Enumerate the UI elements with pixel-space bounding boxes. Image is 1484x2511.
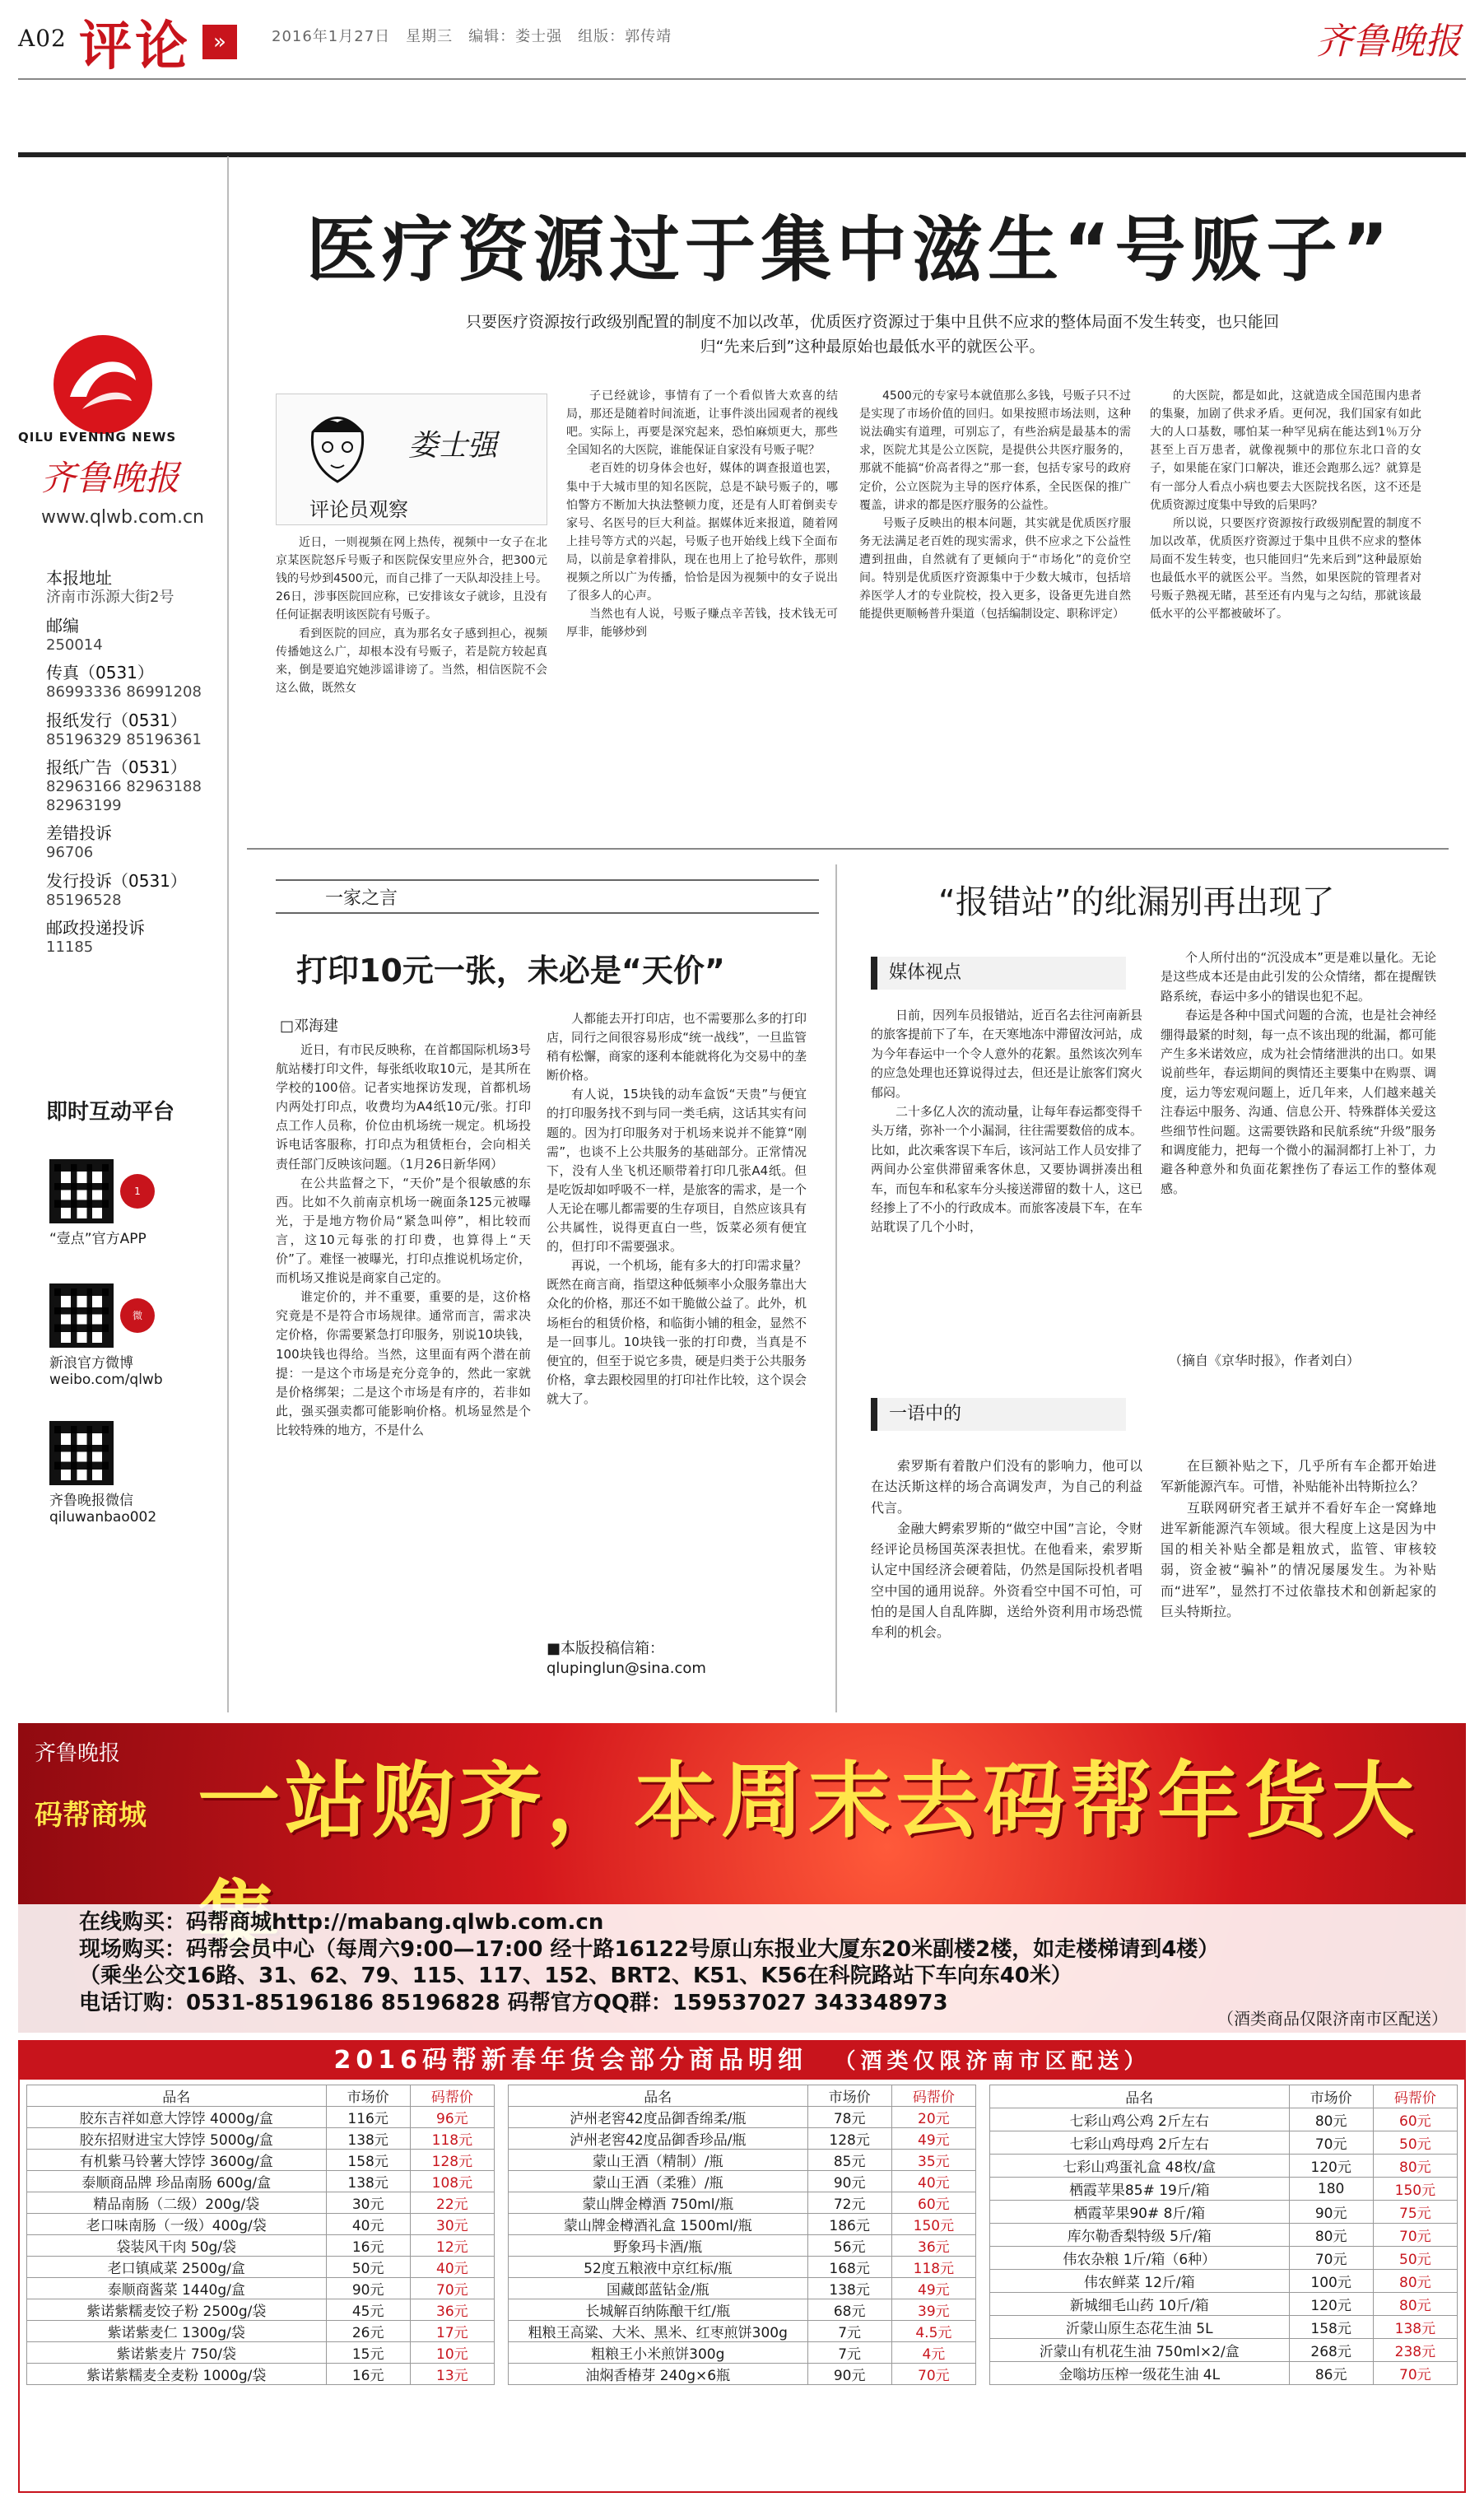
product-name: 国藏郎蓝钻金/瓶 <box>509 2278 808 2299</box>
market-price: 7元 <box>807 2321 891 2342</box>
mabang-price: 108元 <box>410 2171 494 2192</box>
mabang-price: 4.5元 <box>891 2321 975 2342</box>
mid-rule <box>247 848 1449 850</box>
lead-text: 的大医院，都是如此，这就造成全国范围内患者的集聚，加剧了供求矛盾。更何况，我们国家有如此大的人口基数，哪怕某一种罕见病在能达到1％万分甚至上百万患者，就像视频中的那位东北口音的女子，如果能在家门口解决，谁还会跑那么远？就算是有一部分人看点小病也要去大医院找名医，这不还是优质资源过度集中导致的后果吗？ <box>1150 389 1421 512</box>
mabang-price: 49元 <box>891 2128 975 2150</box>
lead-summary: 只要医疗资源按行政级别配置的制度不加以改革，优质医疗资源过于集中且供不应求的整体局面不发生转变，也只能回归“先来后到”这种最原始也最低水平的就医公平。 <box>465 313 1279 356</box>
table-row <box>509 2192 976 2214</box>
mabang-price: 80元 <box>1373 2270 1457 2293</box>
section-title: 评论 <box>79 16 191 77</box>
market-price: 68元 <box>807 2299 891 2321</box>
product-name: 老口镇咸菜 2500g/盒 <box>27 2257 327 2278</box>
brand-en: QILU EVENING NEWS <box>18 430 177 445</box>
table-title-note: （酒类仅限济南市区配送） <box>834 2049 1151 2074</box>
market-price: 56元 <box>807 2235 891 2257</box>
right-col-2 <box>1161 948 1436 1349</box>
market-price: 7元 <box>807 2342 891 2364</box>
product-name: 老口味南肠（一级）400g/袋 <box>27 2214 327 2235</box>
app-badge-icon: 1 <box>120 1174 155 1209</box>
product-name: 伟农鲜菜 12斤/箱 <box>990 2270 1290 2293</box>
price-header-cell: 品名 <box>509 2085 808 2107</box>
market-price: 138元 <box>326 2128 410 2150</box>
table-row <box>990 2316 1458 2339</box>
masthead-rule <box>18 78 1466 80</box>
product-name: 七彩山鸡母鸡 2斤左右 <box>990 2131 1290 2155</box>
ad-line: 现场购买：码帮会员中心（每周六9:00—17:00 经十路16122号原山东报业大厦东20米副楼2楼，如走楼梯请到4楼） <box>79 1936 1220 1962</box>
mabang-price: 13元 <box>410 2364 494 2385</box>
product-name: 精品南肠（二级）200g/袋 <box>27 2192 327 2214</box>
right-text: 春运是各种中国式问题的合流，也是社会神经绷得最紧的时刻，每一点不该出现的纰漏，都可能产生多米诺效应，成为社会情绪泄洪的出口。如果说前些年，春运期间的舆情还主要集中在购票、调度，运力等宏观问题上，近几年来，人们越来越关注春运中服务、沟通、信息公开、特殊群体关爱这些细节性问题。这需要铁路和民航系统“升级”服务和调度能力，把每一个微小的漏洞都打上补丁，力避各种意外和负面花絮挫伤了春运工作的整体观感。 <box>1161 1008 1436 1196</box>
price-header-cell: 码帮价 <box>410 2085 494 2107</box>
product-name: 蒙山牌金樽酒 750ml/瓶 <box>509 2192 808 2214</box>
market-price: 138元 <box>807 2278 891 2299</box>
contact-value: 85196528 <box>46 891 122 909</box>
left-text: 谁定价的，并不重要，重要的是，这价格究竟是不是符合市场规律。通常而言，需求决定价格，你需要紧急打印服务，别说10块钱，100块钱也得给。当然，这里面有两个潜在前提：一是这个市场是充分竞争的，然此一家就是价格绑架；二是这个市场是有序的，若非如此，强买强卖都可能影响价格。机场显然是个比较特殊的地方，不是什么 <box>276 1289 531 1437</box>
contact-label: 发行投诉（0531） <box>46 870 187 891</box>
contact-label: 报纸发行（0531） <box>46 710 187 730</box>
product-name: 新城细毛山药 10斤/箱 <box>990 2293 1290 2316</box>
price-subtable <box>26 2085 495 2385</box>
mabang-price: 20元 <box>891 2107 975 2128</box>
brand-swirl-icon <box>49 331 156 438</box>
qr-block <box>49 1153 206 1526</box>
product-name: 泰顺商酱菜 1440g/盒 <box>27 2278 327 2299</box>
product-name: 库尔勒香梨特级 5斤/箱 <box>990 2224 1290 2247</box>
contact-value: 86993336 86991208 <box>46 683 202 701</box>
price-table-columns <box>20 2080 1464 2385</box>
mabang-price: 80元 <box>1373 2293 1457 2316</box>
market-price: 16元 <box>326 2364 410 2385</box>
left-col-1 <box>276 1041 531 1675</box>
contact-label: 邮政投递投诉 <box>46 918 145 938</box>
table-row <box>27 2278 495 2299</box>
lead-headline: 医疗资源过于集中滋生“号贩子” <box>306 209 1394 291</box>
product-name: 七彩山鸡公鸡 2斤左右 <box>990 2108 1290 2131</box>
product-name: 胶东招财进宝大饽饽 5000g/盒 <box>27 2128 327 2150</box>
contact-value: 85196329 85196361 <box>46 730 202 748</box>
table-row <box>27 2214 495 2235</box>
mabang-price: 70元 <box>1373 2224 1457 2247</box>
table-row <box>509 2235 976 2257</box>
market-price: 40元 <box>326 2214 410 2235</box>
market-price: 15元 <box>326 2342 410 2364</box>
product-name: 泰顺商品牌 珍品南肠 600g/盒 <box>27 2171 327 2192</box>
market-price: 50元 <box>326 2257 410 2278</box>
qr-caption: “壹点”官方APP <box>49 1231 147 1247</box>
market-price: 70元 <box>1289 2247 1373 2270</box>
masthead-logo: 齐鲁晚报 <box>1316 21 1461 63</box>
table-row <box>990 2131 1458 2155</box>
qr-code-icon[interactable] <box>49 1283 114 1348</box>
table-title: 2016码帮新春年货会部分商品明细 <box>333 2046 808 2075</box>
table-row <box>27 2342 495 2364</box>
market-price: 100元 <box>1289 2270 1373 2293</box>
site-url[interactable]: www.qlwb.com.cn <box>41 507 204 528</box>
brief-tag: 一语中的 <box>871 1398 1126 1431</box>
product-name: 伟农杂粮 1斤/箱（6种） <box>990 2247 1290 2270</box>
opinion-tag: 一家之言 <box>325 887 398 909</box>
product-name: 紫诺紫糯麦饺子粉 2500g/袋 <box>27 2299 327 2321</box>
market-price: 180 <box>1289 2178 1373 2201</box>
brand-logo <box>49 331 156 438</box>
product-name: 胶东吉祥如意大饽饽 4000g/盒 <box>27 2107 327 2128</box>
market-price: 16元 <box>326 2235 410 2257</box>
table-row <box>27 2150 495 2171</box>
mabang-price: 49元 <box>891 2278 975 2299</box>
ad-note: （酒类商品仅限济南市区配送） <box>1217 2009 1448 2029</box>
media-tag: 媒体视点 <box>871 957 1126 990</box>
ad-info <box>18 1904 1466 2033</box>
product-name: 野象玛卡酒/瓶 <box>509 2235 808 2257</box>
section-arrow-icon: » <box>202 25 237 59</box>
brief-col-1 <box>871 1456 1142 1703</box>
section-header <box>79 7 252 77</box>
contact-value: 11185 <box>46 939 94 956</box>
market-price: 85元 <box>807 2150 891 2171</box>
table-row <box>27 2171 495 2192</box>
ad-logo: 齐鲁晚报 <box>35 1741 121 1766</box>
table-row <box>990 2108 1458 2131</box>
market-price: 158元 <box>1289 2316 1373 2339</box>
product-name: 沂蒙山有机花生油 750ml×2/盒 <box>990 2339 1290 2362</box>
mabang-price: 96元 <box>410 2107 494 2128</box>
contact-label: 邮编 <box>46 615 79 636</box>
left-col-2 <box>547 1009 807 1633</box>
product-name: 泸州老窖42度品御香绵柔/瓶 <box>509 2107 808 2128</box>
product-name: 袋装风干肉 50g/袋 <box>27 2235 327 2257</box>
table-row <box>990 2247 1458 2270</box>
table-row <box>509 2257 976 2278</box>
product-name: 粗粮王高粱、大米、黑米、红枣煎饼300g <box>509 2321 808 2342</box>
table-row <box>27 2257 495 2278</box>
price-header-cell: 码帮价 <box>1373 2085 1457 2108</box>
product-name: 紫诺紫麦仁 1300g/袋 <box>27 2321 327 2342</box>
market-price: 72元 <box>807 2192 891 2214</box>
mabang-price: 36元 <box>410 2299 494 2321</box>
ad-line: 电话订购：0531-85196186 85196828 码帮官方QQ群：159537027 343348973 <box>79 1990 948 2015</box>
mabang-price: 75元 <box>1373 2201 1457 2224</box>
market-price: 116元 <box>326 2107 410 2128</box>
lead-text: 号贩子反映出的根本问题，其实就是优质医疗服务无法满足老百姓的现实需求，供不应求之下公益性遭到扭曲，自然就有了更倾向于“市场化”的竞价空间。特别是优质医疗资源集中于少数大城市，包括培养医学人才的专业院校，投入更多，设备更先进自然能提供更顺畅普升渠道（包括编制设定、职称评定） <box>859 516 1131 622</box>
product-name: 52度五粮液中京红标/瓶 <box>509 2257 808 2278</box>
contact-value: 82963166 82963188 82963199 <box>46 778 202 814</box>
table-row <box>509 2150 976 2171</box>
left-text: 近日，有市民反映称，在首都国际机场3号航站楼打印文件，每张纸收取10元，是其所在学校的100倍。记者实地探访发现，首都机场内两处打印点，收费均为A4纸10元/张。打印点工作人员称，价位由机场统一规定。机场投诉电话客服称，打印点为租赁柜台，会向相关责任部门反映该问题。（1月26日新华网） <box>276 1042 531 1172</box>
price-header-cell: 市场价 <box>1289 2085 1373 2108</box>
qr-caption: 新浪官方微博 weibo.com/qlwb <box>49 1355 163 1388</box>
contrib-label: ■本版投稿信箱： <box>547 1640 665 1657</box>
table-row <box>509 2171 976 2192</box>
market-price: 158元 <box>326 2150 410 2171</box>
product-name: 紫诺紫糯麦全麦粉 1000g/袋 <box>27 2364 327 2385</box>
brief-text: 金融大鳄索罗斯的“做空中国”言论，令财经评论员杨国英深表担忧。在他看来，索罗斯认定中国经济会硬着陆，仍然是国际投机者唱空中国的通用说辞。外资看空中国不可怕，可怕的是国人自乱阵脚，送给外资利用市场恐慌牟利的机会。 <box>871 1520 1142 1641</box>
mabang-price: 17元 <box>410 2321 494 2342</box>
market-price: 30元 <box>326 2192 410 2214</box>
product-name: 栖霞苹果90# 8斤/箱 <box>990 2201 1290 2224</box>
contrib-email[interactable]: qlupinglun@sina.com <box>547 1660 706 1677</box>
price-header-cell: 市场价 <box>807 2085 891 2107</box>
column-label: 评论员观察 <box>309 498 408 521</box>
market-price: 26元 <box>326 2321 410 2342</box>
masthead-line: 2016年1月27日 星期三 编辑：娄士强 组版：郭传靖 <box>272 28 672 45</box>
mabang-price: 39元 <box>891 2299 975 2321</box>
contact-label: 传真（0531） <box>46 663 154 682</box>
table-row <box>509 2321 976 2342</box>
table-row <box>509 2214 976 2235</box>
right-text: 二十多亿人次的流动量，让每年春运都变得千头万绪，弥补一个小漏洞，往往需要数倍的成本。比如，此次乘客误下车后，该河站工作人员安排了两间办公室供滞留乘客休息，又要协调拼凑出租车，而包车和私家车分头接送滞留的数十人，这已经掺上了不小的行政成本。而旅客凌晨下车，在车站耽误了几个小时， <box>871 1103 1142 1235</box>
mabang-price: 22元 <box>410 2192 494 2214</box>
market-price: 70元 <box>1289 2131 1373 2155</box>
lead-text: 4500元的专家号本就值那么多钱，号贩子只不过是实现了市场价值的回归。如果按照市场法则，这种说法确实有道理，可别忘了，有些治病是最基本的需求，医院尤其是公立医院，是提供公共医疗服务的，那就不能搞“价高者得之”那一套，包括专家号的政府定价，公立医院为主导的医疗体系，全民医保的推广覆盖，讲求的都是医疗服务的公益性。 <box>859 389 1131 512</box>
table-row <box>509 2364 976 2385</box>
page-number: A02 <box>18 25 67 52</box>
price-table <box>18 2040 1466 2493</box>
left-text: 在公共监督之下，“天价”是个很敏感的东西。比如不久前南京机场一碗面条125元被曝光，于是地方物价局“紧急叫停”，相比较而言，这10元每张的打印费，也算得上“天价”了。难怪一被曝光，打印点推说机场定价，而机场又推说是商家自己定的。 <box>276 1175 531 1286</box>
price-header-cell: 市场价 <box>326 2085 410 2107</box>
product-name: 蒙山王酒（精制）/瓶 <box>509 2150 808 2171</box>
market-price: 186元 <box>807 2214 891 2235</box>
mabang-price: 30元 <box>410 2214 494 2235</box>
market-price: 45元 <box>326 2299 410 2321</box>
table-row <box>27 2299 495 2321</box>
mabang-price: 80元 <box>1373 2155 1457 2178</box>
mabang-price: 60元 <box>891 2192 975 2214</box>
table-row <box>990 2201 1458 2224</box>
left-text: 有人说，15块钱的动车盒饭“天贵”与便宜的打印服务找不到与同一类毛病，这话其实有问题的。因为打印服务对于机场来说并不能算“刚需”，也谈不上公共服务的基础部分。正常情况下，没有人坐飞机还顺带着打印几张A4纸。但是吃饭却如呼吸不一样，是旅客的需求，是一个人无论在哪儿都需要的生存项目，自然应该具有公共属性，说得更直白一些，饭菜必须有便宜的，但打印不需要强求。 <box>547 1087 807 1255</box>
mabang-price: 50元 <box>1373 2131 1457 2155</box>
table-row <box>27 2235 495 2257</box>
market-price: 80元 <box>1289 2224 1373 2247</box>
product-name: 蒙山牌金樽酒礼盒 1500ml/瓶 <box>509 2214 808 2235</box>
table-row <box>509 2128 976 2150</box>
market-price: 120元 <box>1289 2293 1373 2316</box>
table-row <box>509 2342 976 2364</box>
lead-text: 当然也有人说，号贩子赚点辛苦钱，技术钱无可厚非，能够炒到 <box>566 608 838 640</box>
mabang-price: 70元 <box>410 2278 494 2299</box>
mabang-price: 10元 <box>410 2342 494 2364</box>
brief-text: 索罗斯有着散户们没有的影响力，他可以在达沃斯这样的场合高调发声，为自己的利益代言。 <box>871 1458 1142 1516</box>
table-row <box>509 2278 976 2299</box>
right-col-1 <box>871 1006 1142 1375</box>
price-header-cell: 品名 <box>27 2085 327 2107</box>
mabang-price: 118元 <box>891 2257 975 2278</box>
contact-value: 250014 <box>46 636 103 654</box>
market-price: 90元 <box>326 2278 410 2299</box>
brand-cn: 齐鲁晚报 <box>41 458 180 498</box>
ad-line: （乘坐公交16路、31、62、79、115、117、152、BRT2、K51、K56在科院路站下车向东40米） <box>79 1964 1072 1988</box>
mabang-price: 138元 <box>1373 2316 1457 2339</box>
market-price: 128元 <box>807 2128 891 2150</box>
left-headline: 打印10元一张，未必是“天价” <box>296 953 725 989</box>
product-name: 七彩山鸡蛋礼盒 48枚/盒 <box>990 2155 1290 2178</box>
interact-title: 即时互动平台 <box>46 1100 175 1125</box>
qr-code-icon[interactable] <box>49 1421 114 1485</box>
market-price: 268元 <box>1289 2339 1373 2362</box>
contact-value: 96706 <box>46 844 94 861</box>
mabang-price: 36元 <box>891 2235 975 2257</box>
top-rule <box>18 152 1466 157</box>
ad-title: 一站购齐，本周末去码帮年货大 <box>198 1753 1419 1849</box>
mabang-price: 118元 <box>410 2128 494 2150</box>
contact-value: 济南市泺源大街2号 <box>46 589 174 606</box>
lead-col-4 <box>1150 387 1421 827</box>
mabang-price: 128元 <box>410 2150 494 2171</box>
mabang-price: 40元 <box>410 2257 494 2278</box>
table-row <box>27 2192 495 2214</box>
mabang-price: 50元 <box>1373 2247 1457 2270</box>
market-price: 120元 <box>1289 2155 1373 2178</box>
table-row <box>27 2107 495 2128</box>
left-text: 再说，一个机场，能有多大的打印需求量？既然在商言商，指望这种低频率小众服务靠出大众化的价格，那还不如干脆做公益了。此外，机场柜台的租赁价格，和临街小铺的租金，显然不是一回事儿。10块钱一张的打印费，当真是不便宜的，但至于说它多贵，硬是归类于公共服务价格，拿去跟校园里的打印社作比较，这个误会就大了。 <box>547 1258 807 1406</box>
market-price: 168元 <box>807 2257 891 2278</box>
lead-text: 近日，一则视频在网上热传，视频中一女子在北京某医院怒斥号贩子和医院保安里应外合，把300元钱的号炒到4500元，而自己排了一天队却没挂上号。26日，涉事医院回应称，已安排该女子就诊，且没有任何证据表明该医院有号贩子。 <box>276 536 547 622</box>
lead-col-2 <box>566 387 838 827</box>
product-name: 泸州老窖42度品御香珍品/瓶 <box>509 2128 808 2150</box>
right-source: （摘自《京华时报》，作者刘白） <box>1169 1353 1361 1368</box>
table-row <box>990 2270 1458 2293</box>
left-author: □邓海建 <box>280 1018 339 1035</box>
story-rule <box>835 864 837 1712</box>
table-row <box>990 2224 1458 2247</box>
contact-label: 本报地址 <box>46 568 112 588</box>
ad-logo-2: 码帮商城 <box>35 1799 147 1832</box>
table-row <box>509 2107 976 2128</box>
mabang-price: 4元 <box>891 2342 975 2364</box>
product-name: 油焖香椿芽 240g×6瓶 <box>509 2364 808 2385</box>
product-name: 沂蒙山原生态花生油 5L <box>990 2316 1290 2339</box>
left-text: 人都能去开打印店，也不需要那么多的打印店，同行之间很容易形成“统一战线”，一旦监管稍有松懈，商家的逐利本能就将化为交易中的垄断价格。 <box>547 1011 807 1083</box>
table-row <box>509 2299 976 2321</box>
mabang-price: 12元 <box>410 2235 494 2257</box>
product-name: 有机紫马铃薯大饽饽 3600g/盒 <box>27 2150 327 2171</box>
columnist-box <box>276 394 547 525</box>
table-row <box>990 2155 1458 2178</box>
lead-text: 看到医院的回应，真为那名女子感到担心，视频传播她这么广，却根本没有号贩子，若是院方较起真来，倒是要追究她涉谣诽谤了。当然，相信医院不会这么做，既然女 <box>276 627 547 695</box>
qr-caption: 齐鲁晚报微信 qiluwanbao002 <box>49 1493 157 1526</box>
lead-text: 子已经就诊，事情有了一个看似皆大欢喜的结局，那还是随着时间流逝，让事件淡出园观者的视线吧。实际上，再要是深究起来，恐怕麻烦更大，那些全国知名的大医院，谁能保证自家没有号贩子呢？ <box>566 389 838 458</box>
product-name: 蒙山王酒（柔雅）/瓶 <box>509 2171 808 2192</box>
author-signature: 娄士强 <box>408 429 498 463</box>
qr-code-icon[interactable] <box>49 1159 114 1223</box>
table-row <box>27 2321 495 2342</box>
product-name: 紫诺紫麦片 750/袋 <box>27 2342 327 2364</box>
mabang-price: 40元 <box>891 2171 975 2192</box>
market-price: 90元 <box>1289 2201 1373 2224</box>
mabang-price: 70元 <box>1373 2362 1457 2385</box>
lead-text: 老百姓的切身体会也好，媒体的调查报道也罢，集中于大城市里的知名医院，总是不缺号贩子的，哪怕警方不断加大执法整顿力度，还是有人盯着倒卖专家号、名医号的巨大利益。据媒体近来报道，随着网上挂号等方式的兴起，号贩子也开始线上线下全面布局，以前是拿着排队，现在也用上了抢号软件，那则视频之所以广为传播，恰恰是因为视频中的女子说出了很多人的心声。 <box>566 462 838 603</box>
lead-text: 所以说，只要医疗资源按行政级别配置的制度不加以改革，优质医疗资源过于集中且供不应求的整体局面不发生转变，也只能回归“先来后到”这种最原始也最低水平的就医公平。当然，如果医院的管理者对号贩子熟视无睹，甚至还有内鬼与之勾结，那就该最低水平的公平都被破坏了。 <box>1150 516 1421 622</box>
brief-text: 互联网研究者王斌并不看好车企一窝蜂地进军新能源汽车领域。很大程度上这是因为中国的相关补贴全都是粗放式，监管、审核较弱，资金被“骗补”的情况屡屡发生。为补贴而“进军”，显然打不过依靠技术和创新起家的巨头特斯拉。 <box>1161 1499 1436 1619</box>
market-price: 86元 <box>1289 2362 1373 2385</box>
column-rule <box>227 156 229 1712</box>
product-name: 长城解百纳陈酿干红/瓶 <box>509 2299 808 2321</box>
price-subtable <box>989 2085 1458 2385</box>
market-price: 78元 <box>807 2107 891 2128</box>
mabang-price: 70元 <box>891 2364 975 2385</box>
ad-banner[interactable] <box>18 1723 1466 2033</box>
product-name: 栖霞苹果85# 19斤/箱 <box>990 2178 1290 2201</box>
mabang-price: 238元 <box>1373 2339 1457 2362</box>
mabang-price: 60元 <box>1373 2108 1457 2131</box>
brief-text: 在巨额补贴之下，几乎所有车企都开始进军新能源汽车。可惜，补贴能补出特斯拉么？ <box>1161 1458 1436 1495</box>
market-price: 138元 <box>326 2171 410 2192</box>
price-header-cell: 码帮价 <box>891 2085 975 2107</box>
right-text: 个人所付出的“沉没成本”更是难以量化。无论是这些成本还是由此引发的公众情绪，都在提醒铁路系统，春运中多小的错误也犯不起。 <box>1161 950 1436 1004</box>
table-row <box>990 2178 1458 2201</box>
opinion-tag-bar <box>276 879 819 914</box>
weibo-badge-icon: 微 <box>120 1298 155 1333</box>
lead-col-3 <box>859 387 1131 827</box>
contact-list <box>46 568 202 966</box>
market-price: 90元 <box>807 2364 891 2385</box>
table-row <box>27 2364 495 2385</box>
table-row <box>27 2128 495 2150</box>
market-price: 90元 <box>807 2171 891 2192</box>
product-name: 粗粮王小米煎饼300g <box>509 2342 808 2364</box>
right-headline: “报错站”的纰漏别再出现了 <box>938 883 1335 921</box>
lead-col-1 <box>276 533 547 827</box>
price-subtable <box>508 2085 976 2385</box>
contact-label: 差错投诉 <box>46 823 112 843</box>
contact-label: 报纸广告（0531） <box>46 757 187 777</box>
mabang-price: 35元 <box>891 2150 975 2171</box>
brief-col-2 <box>1161 1456 1436 1703</box>
right-text: 日前，因列车员报错站，近百名去往河南新县的旅客提前下了车，在天寒地冻中滞留汝河站，成为今年春运中一个令人意外的花絮。虽然该次列车的应急处理也还算说得过去，但还是让旅客们窝火郁闷。 <box>871 1008 1142 1100</box>
price-table-title <box>20 2042 1464 2080</box>
ad-line[interactable]: 在线购买：码帮商城http://mabang.qlwb.com.cn <box>79 1910 604 1935</box>
table-row <box>990 2293 1458 2316</box>
table-row <box>990 2362 1458 2385</box>
market-price: 80元 <box>1289 2108 1373 2131</box>
mabang-price: 150元 <box>1373 2178 1457 2201</box>
price-header-cell: 品名 <box>990 2085 1290 2108</box>
product-name: 金嗡坊压榨一级花生油 4L <box>990 2362 1290 2385</box>
columnist-portrait-icon <box>288 399 387 498</box>
table-row <box>990 2339 1458 2362</box>
mabang-price: 150元 <box>891 2214 975 2235</box>
